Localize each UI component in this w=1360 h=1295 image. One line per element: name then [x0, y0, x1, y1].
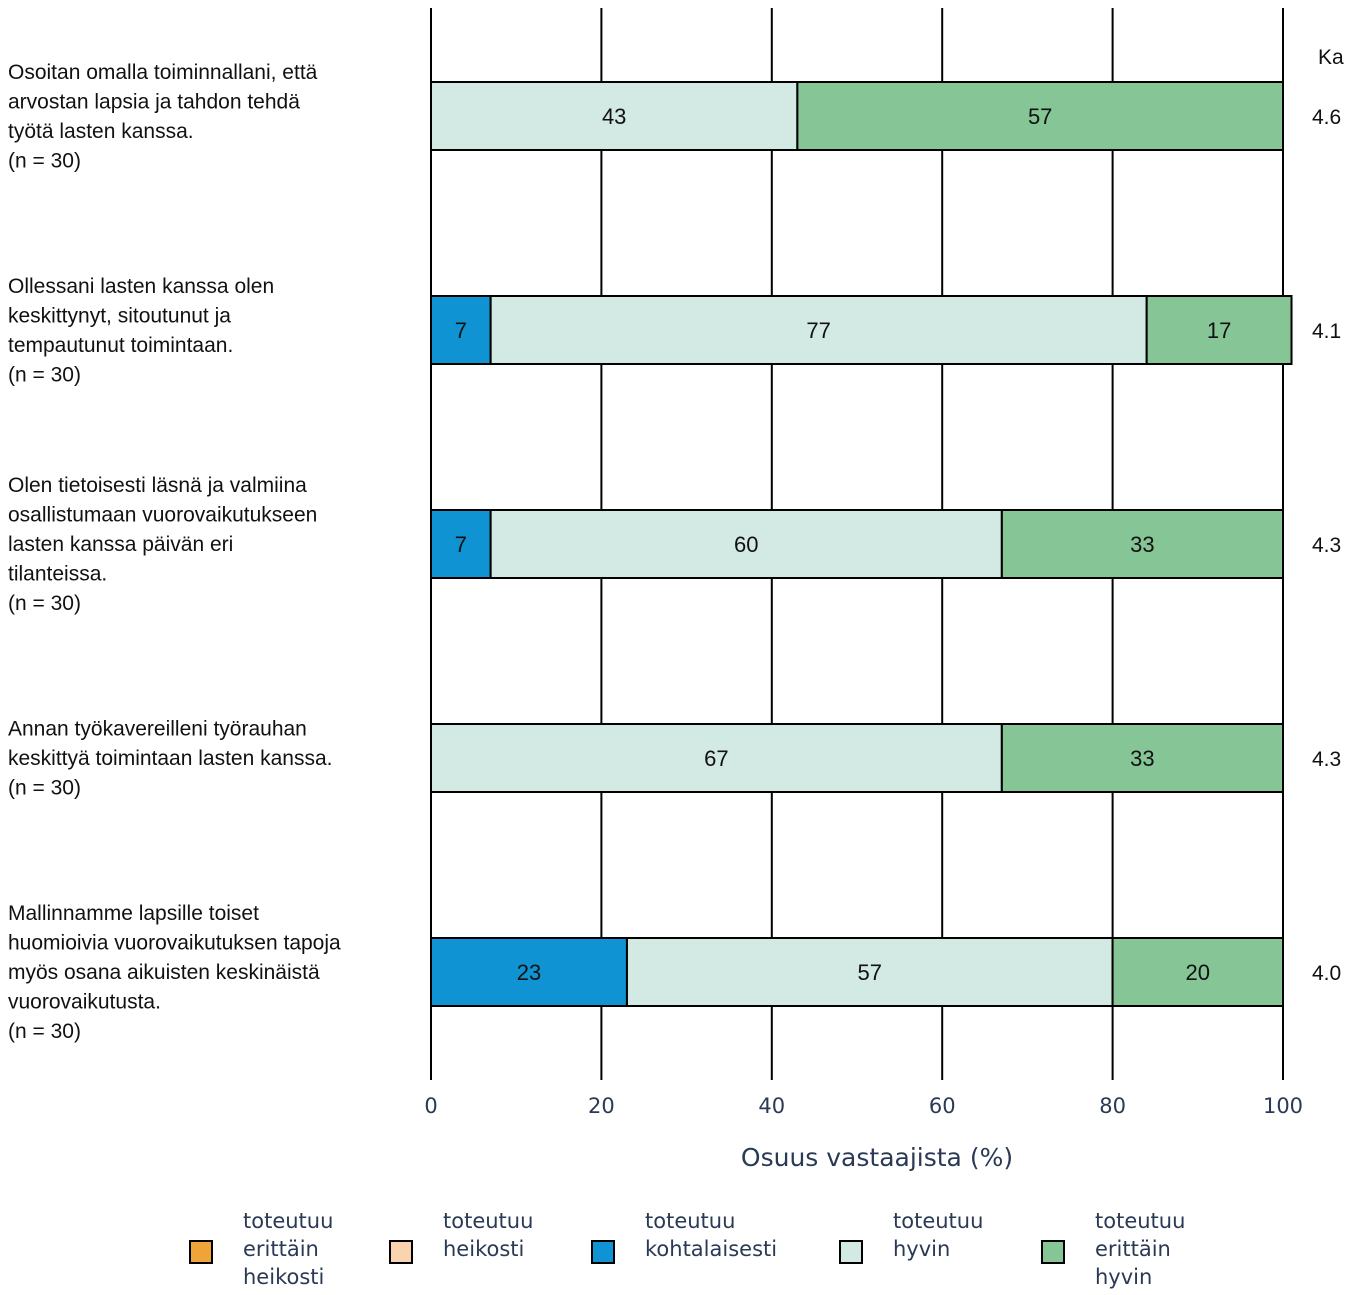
legend-label — [645, 1209, 777, 1261]
mean-value: 4.0 — [1312, 962, 1342, 985]
bar-value-label: 60 — [733, 532, 759, 557]
legend-swatch — [840, 1241, 862, 1263]
category-label-line: (n = 30) — [8, 776, 81, 800]
category-label-line: Ollessani lasten kanssa olen — [8, 274, 275, 298]
legend-label — [893, 1209, 983, 1261]
mean-values — [1312, 106, 1341, 985]
x-tick-label: 40 — [758, 1094, 786, 1118]
bar-value-label: 20 — [1185, 960, 1211, 985]
legend — [190, 1209, 1185, 1289]
bar-value-label: 33 — [1130, 532, 1155, 557]
legend-label-line: heikosti — [243, 1265, 325, 1289]
category-label-line: (n = 30) — [8, 363, 81, 387]
category-label-line: vuorovaikutusta. — [8, 990, 161, 1014]
category-label — [8, 902, 341, 1043]
legend-label-line: toteutuu — [443, 1209, 534, 1233]
category-label-line: arvostan lapsia ja tahdon tehdä — [8, 90, 300, 114]
category-label-line: keskittyä toimintaan lasten kanssa. — [8, 747, 333, 770]
bar-value-label: 77 — [806, 318, 831, 343]
legend-label-line: kohtalaisesti — [645, 1237, 778, 1261]
legend-label-line: heikosti — [443, 1237, 525, 1261]
category-label-line: lasten kanssa päivän eri — [8, 533, 234, 556]
category-label-line: tempautunut toimintaan. — [8, 333, 234, 357]
bar-value-label: 17 — [1206, 318, 1232, 343]
category-label-line: Mallinnamme lapsille toiset — [8, 902, 259, 925]
legend-label-line: toteutuu — [1095, 1209, 1186, 1233]
legend-label-line: toteutuu — [893, 1209, 984, 1233]
bar-value-label: 43 — [601, 104, 627, 129]
category-label — [8, 474, 317, 615]
x-tick-label: 80 — [1099, 1094, 1126, 1118]
legend-label-line: toteutuu — [243, 1209, 334, 1233]
mean-value: 4.3 — [1312, 748, 1342, 771]
x-tick-label: 100 — [1262, 1094, 1304, 1118]
category-label-line: myös osana aikuisten keskinäistä — [8, 961, 320, 984]
x-tick-label: 20 — [588, 1094, 615, 1118]
legend-swatch — [1042, 1241, 1064, 1263]
category-labels — [8, 61, 341, 1043]
category-label-line: työtä lasten kanssa. — [8, 119, 194, 143]
bar-value-label: 67 — [704, 746, 729, 771]
bars — [431, 82, 1292, 1006]
mean-value: 4.6 — [1312, 106, 1342, 129]
category-label-line: (n = 30) — [8, 149, 81, 173]
category-label — [8, 61, 318, 173]
legend-label-line: erittäin — [243, 1237, 319, 1261]
mean-column-header: Ka — [1318, 46, 1344, 69]
bar-value-label: 7 — [454, 318, 467, 343]
legend-label-line: hyvin — [893, 1237, 951, 1261]
legend-label — [1095, 1209, 1185, 1289]
category-label-line: osallistumaan vuorovaikutukseen — [8, 503, 318, 527]
legend-label-line: erittäin — [1095, 1237, 1171, 1261]
category-label-line: keskittynyt, sitoutunut ja — [8, 304, 231, 328]
x-tick-label: 0 — [424, 1094, 438, 1118]
mean-value: 4.1 — [1312, 320, 1342, 343]
legend-label — [443, 1209, 533, 1261]
legend-label-line: hyvin — [1095, 1265, 1153, 1289]
category-label-line: Osoitan omalla toiminnallani, että — [8, 60, 318, 84]
legend-swatch — [190, 1241, 212, 1263]
category-label-line: (n = 30) — [8, 1020, 81, 1043]
category-label-line: tilanteissa. — [8, 562, 108, 586]
category-label-line: Olen tietoisesti läsnä ja valmiina — [8, 474, 307, 497]
x-axis-ticks — [424, 1094, 1303, 1118]
bar-value-label: 57 — [857, 960, 883, 985]
category-label-line: Annan työkavereilleni työrauhan — [8, 717, 307, 741]
category-label — [8, 718, 333, 800]
category-label — [8, 275, 274, 387]
legend-label — [243, 1209, 333, 1289]
legend-swatch — [592, 1241, 614, 1263]
mean-value: 4.3 — [1312, 534, 1342, 557]
bar-value-label: 57 — [1027, 104, 1053, 129]
bar-value-label: 7 — [454, 532, 467, 557]
legend-swatch — [390, 1241, 412, 1263]
category-label-line: (n = 30) — [8, 592, 81, 615]
x-axis-title: Osuus vastaajista (%) — [740, 1143, 1014, 1172]
category-label-line: huomioivia vuorovaikutuksen tapoja — [8, 931, 341, 955]
x-tick-label: 60 — [928, 1094, 956, 1118]
legend-label-line: toteutuu — [645, 1209, 736, 1233]
bar-value-label: 23 — [516, 960, 542, 985]
bar-value-label: 33 — [1130, 746, 1155, 771]
